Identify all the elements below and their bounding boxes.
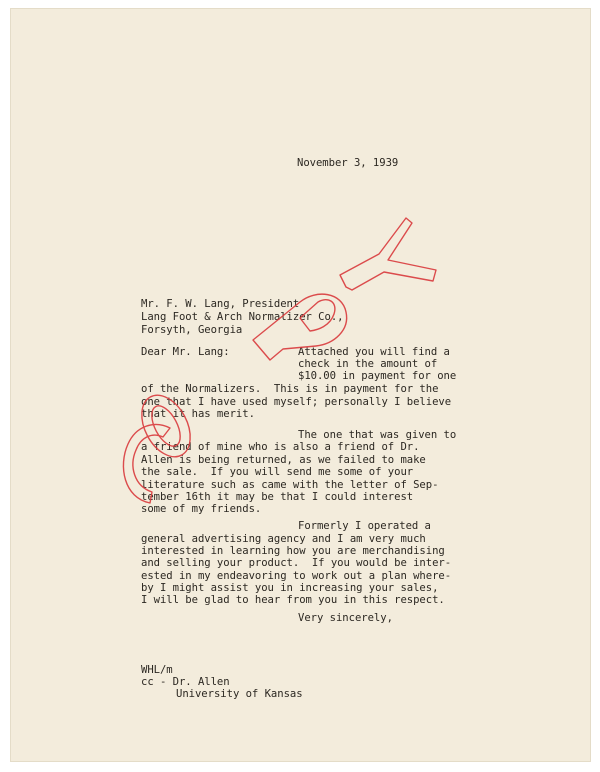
- salutation: Dear Mr. Lang:: [141, 346, 230, 358]
- paragraph-line: of the Normalizers. This is in payment for the: [141, 383, 439, 395]
- recipient-line: Forsyth, Georgia: [141, 324, 243, 336]
- paragraph-line: some of my friends.: [141, 503, 262, 515]
- paragraph-line: interested in learning how you are merchandising: [141, 545, 445, 557]
- paragraph-line: a friend of mine who is also a friend of Dr.: [141, 441, 420, 453]
- paragraph-line: general advertising agency and I am very much: [141, 533, 426, 545]
- recipient-line: Mr. F. W. Lang, President: [141, 298, 300, 310]
- cc-line: cc - Dr. Allen: [141, 676, 230, 688]
- paragraph-line: I will be glad to hear from you in this respect.: [141, 594, 445, 606]
- cc-line: University of Kansas: [176, 688, 303, 700]
- recipient-line: Lang Foot & Arch Normalizer Co.,: [141, 311, 344, 323]
- paragraph-line: check in the amount of: [298, 358, 438, 370]
- paragraph-line: the sale. If you will send me some of your: [141, 466, 414, 478]
- paragraph-line: $10.00 in payment for one: [298, 370, 457, 382]
- paragraph-line: Formerly I operated a: [298, 520, 431, 532]
- paragraph-line: The one that was given to: [298, 429, 457, 441]
- paragraph-line: tember 16th it may be that I could interest: [141, 491, 414, 503]
- paragraph-line: that it has merit.: [141, 408, 255, 420]
- paragraph-line: Allen is being returned, as we failed to make: [141, 454, 426, 466]
- letter-date: November 3, 1939: [297, 157, 399, 169]
- closing: Very sincerely,: [298, 612, 393, 624]
- paragraph-line: one that I have used myself; personally I believe: [141, 396, 452, 408]
- paragraph-line: by I might assist you in increasing your sales,: [141, 582, 439, 594]
- paragraph-line: ested in my endeavoring to work out a plan where-: [141, 570, 452, 582]
- typist-initials: WHL/m: [141, 664, 173, 676]
- paragraph-line: Attached you will find a: [298, 346, 450, 358]
- paragraph-line: and selling your product. If you would be inter-: [141, 557, 452, 569]
- paragraph-line: literature such as came with the letter of Sep-: [141, 479, 439, 491]
